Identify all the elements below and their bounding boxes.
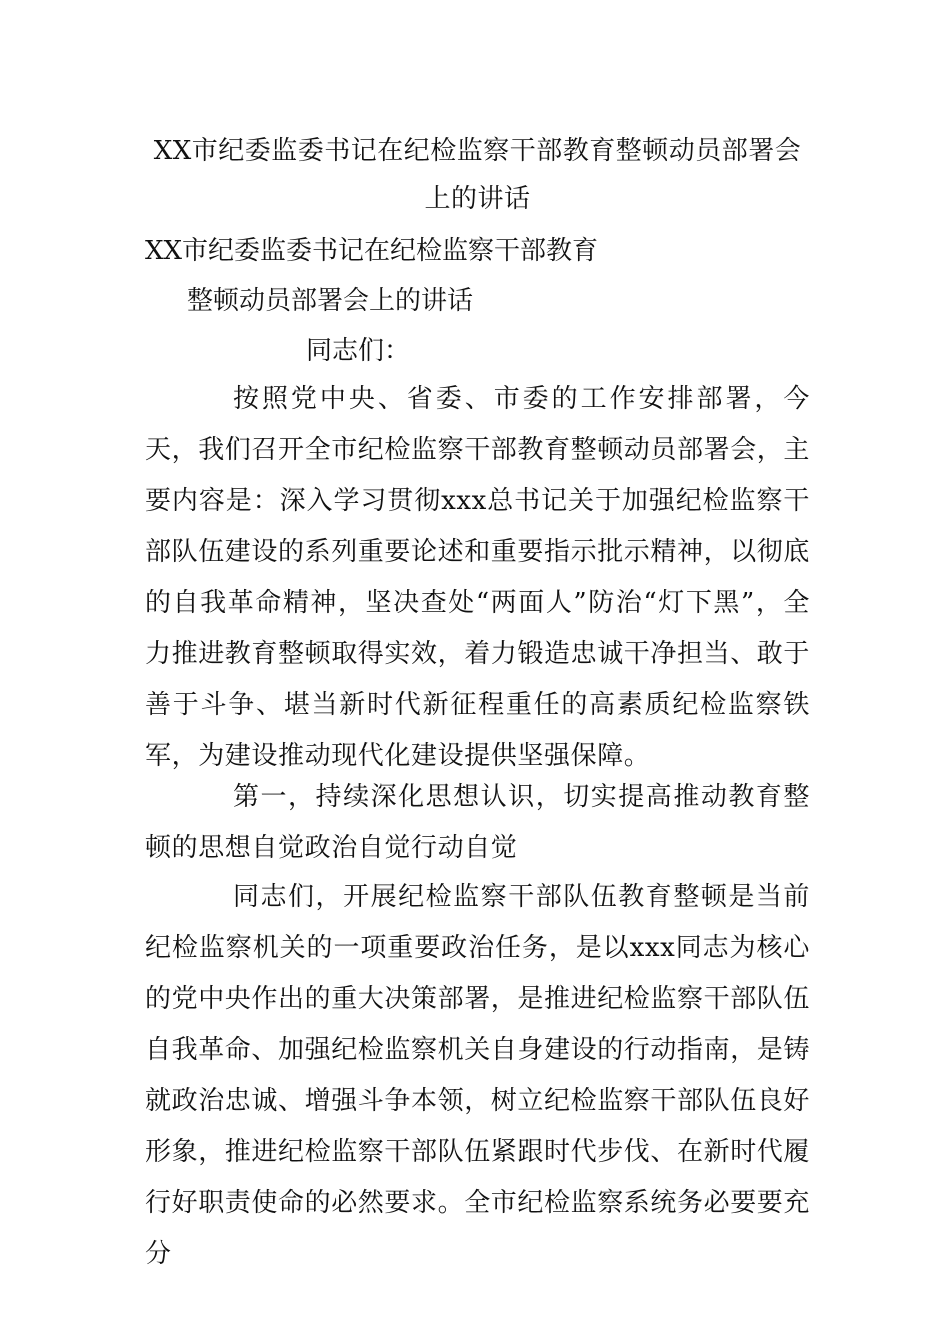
- paragraph-intro: 按照党中央、省委、市委的工作安排部署，今天，我们召开全市纪检监察干部教育整顿动员部署会，主要内容是：深入学习贯彻xxx总书记关于加强纪检监察干部队伍建设的系列重要论述和重要指示批示精神，以彻底的自我革命精神，坚决查处“两面人”防治“灯下黑”，全力推进教育整顿取得实效，着力锻造忠诚干净担当、敢于善于斗争、堪当新时代新征程重任的高素质纪检监察铁军，为建设推动现代化建设提供坚强保障。: [145, 384, 811, 771]
- document-title: XX市纪委监委书记在纪检监察干部教育整顿动员部署会上的讲话: [153, 136, 802, 214]
- section-heading-first: 第一，持续深化思想认识，切实提高推动教育整顿的思想自觉政治自觉行动自觉: [145, 782, 810, 863]
- subtitle-line-2: 整顿动员部署会上的讲话: [187, 286, 474, 316]
- paragraph-body: 同志们，开展纪检监察干部队伍教育整顿是当前纪检监察机关的一项重要政治任务，是以xxx同志为核心的党中央作出的重大决策部署，是推进纪检监察干部队伍自我革命、加强纪检监察机关自身建设的行动指南，是铸就政治忠诚、增强斗争本领，树立纪检监察干部队伍良好形象，推进纪检监察干部队伍紧跟时代步伐、在新时代履行好职责使命的必然要求。全市纪检监察系统务必要要充分: [145, 882, 811, 1269]
- subtitle-line-1: XX市纪委监委书记在纪检监察干部教育: [145, 236, 599, 266]
- salutation: 同志们：: [306, 336, 411, 366]
